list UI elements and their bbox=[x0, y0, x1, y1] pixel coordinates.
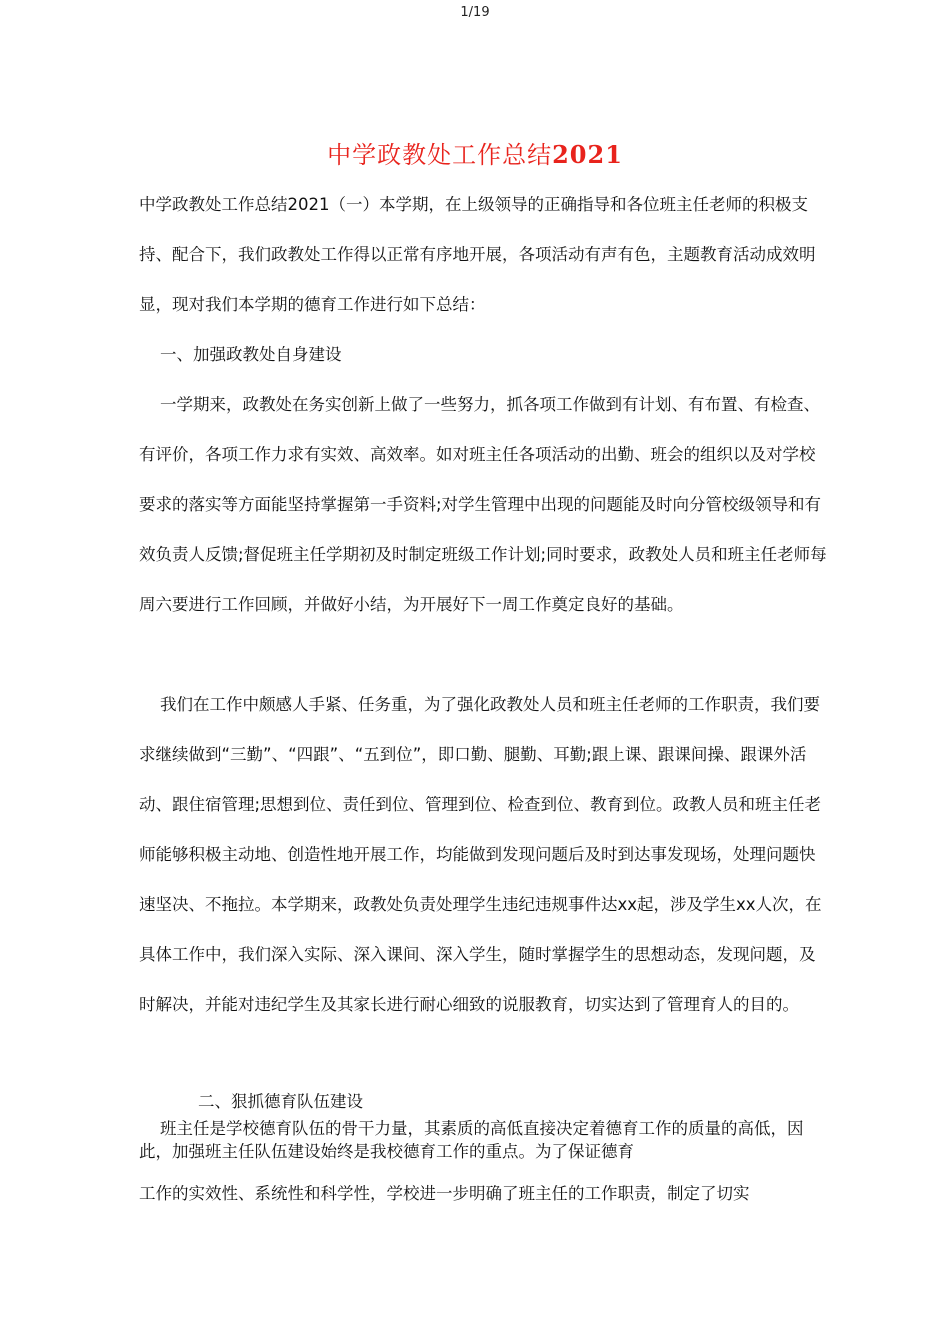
document-title-year: 2021 bbox=[552, 140, 623, 169]
section-2-paragraph-1: 班主任是学校德育队伍的骨干力量，其素质的高低直接决定着德育工作的质量的高低，因此，加强班主任队伍建设始终是我校德育工作的重点。为了保证德育 bbox=[139, 1119, 804, 1161]
section-1-paragraph-2: 我们在工作中颇感人手紧、任务重，为了强化政教处人员和班主任老师的工作职责，我们要求继续做到“三勤”、“四跟”、“五到位”，即口勤、腿勤、耳勤;跟上课、跟课间操、跟课外活动、跟住宿管理;思想到位、责任到位、管理到位、检查到位、教育到位。政教人员和班主任老师能够积极主动地、创造性地开展工作，均能做到发现问题后及时到达事发现场，处理问题快速坚决、不拖拉。本学期来，政教处负责处理学生违纪违规事件达xx起，涉及学生xx人次，在具体工作中，我们深入实际、深入课间、深入学生，随时掌握学生的思想动态，发现问题，及时解决，并能对违纪学生及其家长进行耐心细致的说服教育，切实达到了管理育人的目的。 bbox=[139, 695, 822, 1014]
section-1-paragraph-1: 一学期来，政教处在务实创新上做了一些努力，抓各项工作做到有计划、有布置、有检查、有评价，各项工作力求有实效、高效率。如对班主任各项活动的出勤、班会的组织以及对学校要求的落实等方面能坚持掌握第一手资料;对学生管理中出现的问题能及时向分管校级领导和有效负责人反馈;督促班主任学期初及时制定班级工作计划;同时要求，政教处人员和班主任老师每周六要进行工作回顾，并做好小结，为开展好下一周工作奠定良好的基础。 bbox=[139, 395, 827, 614]
page-number: 1/19 bbox=[460, 5, 490, 20]
section-2-heading: 二、狠抓德育队伍建设 bbox=[198, 1092, 363, 1111]
document-title-text: 中学政教处工作总结 bbox=[327, 141, 553, 169]
section-1-heading: 一、加强政教处自身建设 bbox=[160, 345, 342, 364]
intro-paragraph: 中学政教处工作总结2021（一）本学期，在上级领导的正确指导和各位班主任老师的积极支持、配合下，我们政教处工作得以正常有序地开展，各项活动有声有色，主题教育活动成效明显，现对我们本学期的德育工作进行如下总结： bbox=[139, 195, 816, 314]
document-title bbox=[0, 135, 950, 170]
section-2-paragraph-2: 工作的实效性、系统性和科学性，学校进一步明确了班主任的工作职责，制定了切实 bbox=[139, 1184, 750, 1203]
